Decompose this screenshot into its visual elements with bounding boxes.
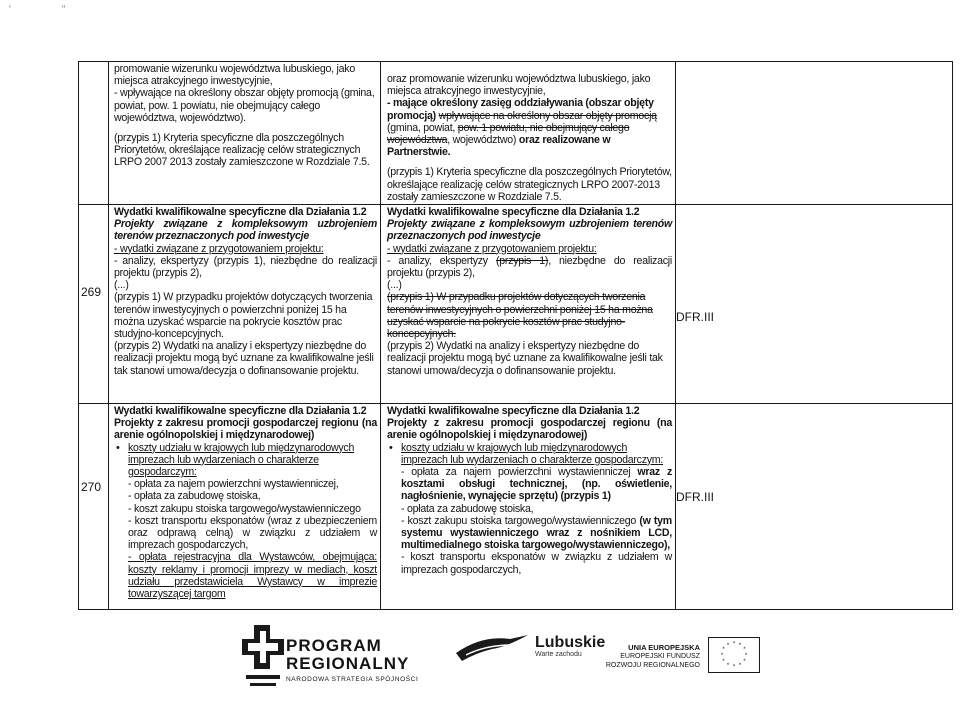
section-heading: Wydatki kwalifikowalne specyficzne dla Działania 1.2 [114, 405, 367, 417]
new-bold-text: (w tym systemu wystawienniczego wraz z nośnikiem LCD, multimedialnego stoiska targowego/wystawienniczego), [401, 514, 672, 552]
program-regionalny-logo-icon [240, 621, 286, 693]
list-item [401, 515, 672, 552]
lp-cell [79, 205, 109, 404]
svg-text:*: * [744, 652, 748, 659]
lubuskie-slogan: Warte zachodu [535, 651, 582, 658]
old-text-cell [109, 62, 381, 205]
program-line-1: PROGRAM [286, 636, 382, 655]
svg-text:*: * [738, 642, 742, 649]
bullet-icon: • [389, 441, 393, 454]
scan-mark-1: ' [9, 4, 11, 14]
new-text-cell [381, 404, 676, 610]
footer-logos [0, 615, 960, 715]
program-line-2: REGIONALNY [286, 654, 410, 673]
section-heading: Wydatki kwalifikowalne specyficzne dla Działania 1.2 [387, 206, 640, 218]
struck-text: pow. 1 powiatu, nie obejmujący całego województwa [387, 121, 630, 147]
list-item: - opłata za najem powierzchni wystawienniczej, [128, 478, 339, 491]
list-item: (...) [114, 279, 129, 292]
old-text-cell [109, 205, 381, 404]
scan-marks [0, 4, 960, 14]
footnote: (przypis 2) Wydatki na analizy i ekspertyzy niezbędne do realizacji projektu mogą być uznane za kwalifikowalne jeśli tak stanowi umowa/decyzja o dofinansowanie projektu. [114, 340, 374, 377]
lubuskie-name: Lubuskie [535, 634, 606, 651]
new-text: , niezbędne do realizacji projektu (przypis 2), [387, 254, 672, 280]
new-bold-text: oraz realizowane w Partnerstwie. [387, 134, 611, 159]
new-text: - opłata za najem powierzchni wystawienniczej [401, 466, 631, 479]
list-item [401, 466, 672, 503]
new-paragraph [387, 97, 672, 158]
list-item: - koszt zakupu stoiska targowego/wystawienniczego [128, 502, 361, 515]
table-row-270 [79, 404, 953, 610]
list-item: (...) [387, 279, 402, 292]
list-item: - opłata za zabudowę stoiska, [128, 490, 261, 503]
new-text-cell [381, 62, 676, 205]
svg-text:*: * [732, 641, 736, 647]
lp-cell [79, 62, 109, 205]
table-row-269 [79, 205, 953, 404]
section-subheading: Projekty z zakresu promocji gospodarczej regionu (na arenie ogólnopolskiej i międzynarodowej) [114, 417, 377, 442]
list-item: - opłata za zabudowę stoiska, [401, 502, 534, 515]
dfr-cell [676, 205, 953, 404]
program-regionalny-text [286, 637, 418, 683]
eu-flag-icon [708, 637, 760, 673]
svg-text:*: * [743, 646, 746, 653]
svg-text:*: * [726, 662, 730, 669]
dfr-cell [676, 62, 953, 205]
footnote: (przypis 1) W przypadku projektów dotyczących tworzenia terenów inwestycyjnych o powierzchni poniżej 15 ha można uzyskać wsparcie na pokrycie kosztów prac studyjno-koncepcyjnych. [114, 291, 373, 341]
list-item: - koszt transportu eksponatów w związku z udziałem w imprezach gospodarczych, [401, 551, 672, 576]
scan-mark-2: " [62, 4, 66, 14]
svg-text:*: * [732, 664, 736, 670]
struck-footnote: (przypis 1) W przypadku projektów dotyczących tworzenia terenów inwestycyjnych o powierzchni poniżej 15 ha można uzyskać wsparcie na pokrycie kosztów prac studyjno-koncepcyjnych. [387, 291, 653, 341]
new-text: - koszt zakupu stoiska targowego/wystawienniczego [401, 514, 637, 527]
svg-text:*: * [722, 646, 725, 653]
row-number: 270 [81, 480, 102, 494]
section-subheading: Projekty z zakresu promocji gospodarczej regionu (na arenie ogólnopolskiej i międzynarodowej) [387, 417, 672, 442]
new-paragraph: oraz promowanie wizerunku województwa lubuskiego, jako miejsca atrakcyjnego inwestycyjnie, [387, 73, 651, 98]
new-text: (gmina, powiat, [387, 121, 456, 134]
struck-text: wpływające na określony obszar objęty promocją [438, 109, 657, 122]
svg-text:*: * [726, 642, 730, 649]
struck-text: (przypis 1) [496, 254, 549, 267]
bullet-item [387, 442, 672, 576]
lp-cell [79, 404, 109, 610]
comparison-table [78, 61, 953, 610]
row-number: 269 [81, 285, 102, 299]
old-footnote: (przypis 1) Kryteria specyficzne dla poszczególnych Priorytetów, określające realizację celów strategicznych LRPO 2007 2013 zostały zamieszczone w Rozdziale 7.5. [114, 132, 370, 169]
list-item: - opłata rejestracyjna dla Wystawców, obejmująca: koszty reklamy i promocji imprezy w mediach, koszt udziału przedstawiciela Wystawcy w imprezie towarzyszącej targom [128, 551, 377, 601]
old-text-cell [109, 404, 381, 610]
footnote: (przypis 2) Wydatki na analizy i ekspertyzy niezbędne do realizacji projektu mogą być uznane za kwalifikowalne jeśli tak stanowi umowa/decyzja o dofinansowanie projektu. [387, 340, 663, 377]
eu-line-3: ROZWOJU REGIONALNEGO [605, 662, 700, 669]
list-item: - analizy, ekspertyzy (przypis 1), niezbędne do realizacji projektu (przypis 2), [114, 254, 377, 280]
list-item: - koszt transportu eksponatów (wraz z ubezpieczeniem oraz odprawą celną) w związku z udziałem w imprezach gospodarczych, [128, 514, 377, 552]
list-heading: koszty udziału w krajowych lub międzynarodowych imprezach lub wydarzeniach o charakterze gospodarczym: [128, 441, 355, 479]
lubuskie-logo-icon [452, 631, 532, 665]
new-bold-text: wraz z kosztami obsługi technicznej, (np. oświetlenie, nagłośnienie, wynajęcie sprzętu) (przypis 1) [401, 466, 672, 503]
dfr-code: DFR.III [676, 310, 714, 324]
section-subheading: Projekty związane z kompleksowym uzbrojeniem terenów przeznaczonych pod inwestycje [387, 218, 672, 243]
section-heading: Wydatki kwalifikowalne specyficzne dla Działania 1.2 [114, 206, 367, 218]
list-item [387, 255, 672, 279]
new-text: - analizy, ekspertyzy [387, 254, 488, 267]
svg-text:*: * [722, 658, 725, 665]
list-heading: - wydatki związane z przygotowaniem projektu: [114, 242, 324, 255]
section-heading: Wydatki kwalifikowalne specyficzne dla Działania 1.2 [387, 405, 640, 417]
section-subheading: Projekty związane z kompleksowym uzbrojeniem terenów przeznaczonych pod inwestycje [114, 218, 377, 243]
new-text-cell [381, 205, 676, 404]
new-text: , województwo) [447, 134, 517, 147]
bullet-item [114, 442, 377, 601]
svg-text:*: * [738, 662, 742, 669]
dfr-code: DFR.III [676, 490, 714, 504]
list-heading: - wydatki związane z przygotowaniem projektu: [387, 242, 597, 255]
dfr-cell [676, 404, 953, 610]
new-footnote: (przypis 1) Kryteria specyficzne dla poszczególnych Priorytetów, określające realizację celów strategicznych LRPO 2007-2013 zostały zamieszczone w Rozdziale 7.5. [387, 166, 672, 203]
eu-line-2: EUROPEJSKI FUNDUSZ [620, 653, 700, 660]
eu-text [600, 643, 700, 670]
old-paragraph: promowanie wizerunku województwa lubuskiego, jako miejsca atrakcyjnego inwestycyjnie, [114, 63, 355, 88]
bullet-icon: • [116, 441, 120, 454]
svg-text:*: * [720, 652, 724, 659]
lubuskie-text [535, 635, 605, 658]
table-row-continued [79, 62, 953, 205]
new-bold-text: - mające określony zasięg oddziaływania (obszar objęty promocją) [387, 97, 654, 122]
old-paragraph: - wpływające na określony obszar objęty promocją (gmina, powiat, pow. 1 powiatu, nie obejmujący całego województwa, województwo). [114, 87, 375, 124]
program-line-3: NARODOWA STRATEGIA SPÓJNOŚCI [286, 676, 419, 683]
list-heading: koszty udziału w krajowych lub międzynarodowych imprezach lub wydarzeniach o charakterze gospodarczym: [401, 441, 664, 466]
eu-line-1: UNIA EUROPEJSKA [628, 643, 700, 652]
svg-text:*: * [743, 658, 746, 665]
